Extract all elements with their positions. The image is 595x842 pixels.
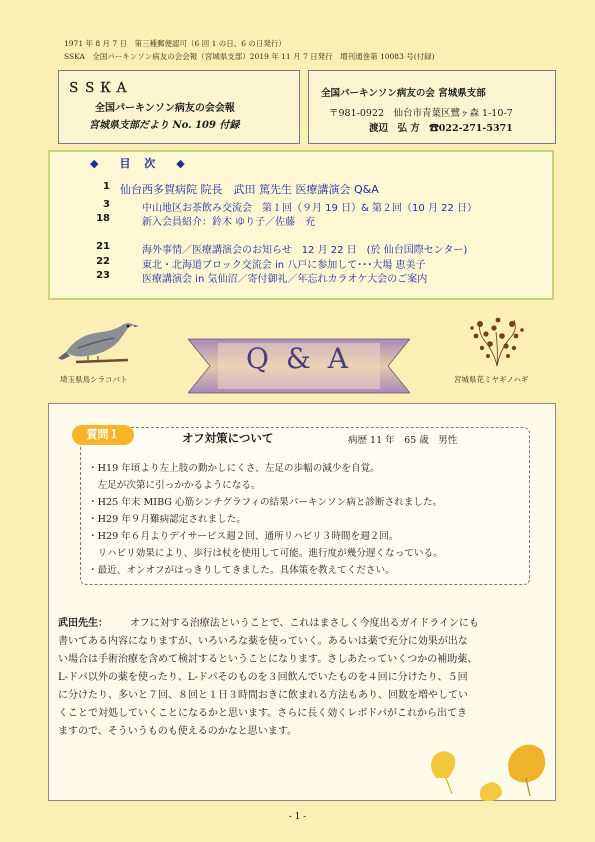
toc-text: 東北・北海道ブロック交流会 in 八戸に参加して･･･大場 恵美子 xyxy=(142,260,426,271)
answer-line: L-ドパ以外の薬を使ったり、L-ドパそのものを３回飲んでいたものを４回に分けたり、５回 xyxy=(58,672,468,683)
toc-page: 23 xyxy=(96,270,110,281)
answer-line: 書いてある内容になりますが、いろいろな薬を使っていく。あるいは薬で充分に効果が出な xyxy=(58,636,468,647)
table-of-contents xyxy=(48,150,554,300)
publication-line-1: 1971 年 8 月 7 日 第三種郵便認可（6 回 1 の日、6 の日発行） xyxy=(64,39,286,48)
question-line: 左足が次第に引っかかるようになる。 xyxy=(88,480,261,491)
flower-illustration xyxy=(464,314,530,370)
bird-caption: 埼玉県鳥シラコバト xyxy=(60,375,128,384)
publication-line-2: SSKA 全国パーキンソン病友の会会報（宮城県支部）2019 年 11 月 7 日発行 増刊通巻第 10083 号(付録) xyxy=(64,52,435,61)
toc-page: 18 xyxy=(96,213,110,224)
answer-speaker: 武田先生： xyxy=(58,618,108,629)
toc-page: 1 xyxy=(103,181,110,192)
toc-page: 21 xyxy=(96,241,110,252)
postal-address: 〒981-0922 仙台市青葉区鷺ヶ森 1-10-7 xyxy=(329,108,513,119)
answer-line: くことで対処していくことになるかと思います。さらに長く効くレボドパがこれから出てき xyxy=(58,708,467,719)
question-line: ・H25 年末 MIBG 心筋シンチグラフィの結果パーキンソン病と診断されました。 xyxy=(88,497,443,508)
question-meta: 病歴 11 年 65 歳 男性 xyxy=(348,435,458,446)
ginkgo-leaves-decoration xyxy=(418,738,558,804)
contact: 渡辺 弘 方 ☎022-271-5371 xyxy=(369,123,513,134)
banner-title: Q & A xyxy=(246,342,352,375)
toc-text: 医療講演会 in 気仙沼／寄付御礼／年忘れカラオケ大会のご案内 xyxy=(142,274,428,285)
issue-label: 宮城県支部だより No. 109 付録 xyxy=(89,120,240,131)
branch-name: 全国パーキンソン病友の会 宮城県支部 xyxy=(321,88,486,99)
toc-text: 海外事情／医療講演会のお知らせ 12 月 22 日 (於 仙台国際センター) xyxy=(142,245,468,256)
answer-line: い場合は手術治療を含めて検討するということになります。さしあたっていくつかの補助薬、 xyxy=(58,654,478,665)
toc-page: 3 xyxy=(103,199,110,210)
toc-title: ◆ 目 次 ◆ xyxy=(90,157,190,170)
answer-line: に分けたり、多いと７回、８回と１日３時間おきに飲まれる方法もあり、回数を増やしてい xyxy=(58,690,468,701)
org-full-name: 全国パーキンソン病友の会会報 xyxy=(95,103,235,114)
masthead-box xyxy=(58,70,300,144)
answer-line: オフに対する治療法ということで、これはまさしく今度出るガイドラインにも xyxy=(130,618,479,629)
question-badge: 質問１ xyxy=(72,425,134,445)
question-title: オフ対策について xyxy=(182,431,274,445)
toc-page: 22 xyxy=(96,256,110,267)
org-name: ＳＳＫＡ xyxy=(67,81,132,96)
toc-text: 新入会員紹介：鈴木 ゆり子／佐藤 充 xyxy=(142,217,316,228)
address-box xyxy=(308,70,556,144)
question-line: ・H29 年９月難病認定されました。 xyxy=(88,514,246,525)
toc-text: 中山地区お茶飲み交流会 第１回（９月 19 日）& 第２回（10 月 22 日） xyxy=(142,203,478,214)
question-line: ・H29 年６月よりデイサービス週２回、通所リハビリ３時間を週２回。 xyxy=(88,531,399,542)
flower-caption: 宮城県花ミヤギノハギ xyxy=(454,375,529,384)
question-line: リハビリ効果により、歩行は杖を使用して可能。進行度が幾分遅くなっている。 xyxy=(88,548,443,559)
toc-text: 仙台西多賀病院 院長 武田 篤先生 医療講演会 Q&A xyxy=(120,183,379,196)
answer-line: ますので、そういうものも使えるのかなと思います。 xyxy=(58,726,297,737)
question-line: ・最近、オンオフがはっきりしてきました。具体策を教えてください。 xyxy=(88,565,395,576)
page-number: - 1 - xyxy=(288,812,307,822)
question-line: ・H19 年頃より左上肢の動かしにくさ、左足の歩幅の減少を自覚。 xyxy=(88,463,380,474)
bird-illustration xyxy=(58,312,140,370)
